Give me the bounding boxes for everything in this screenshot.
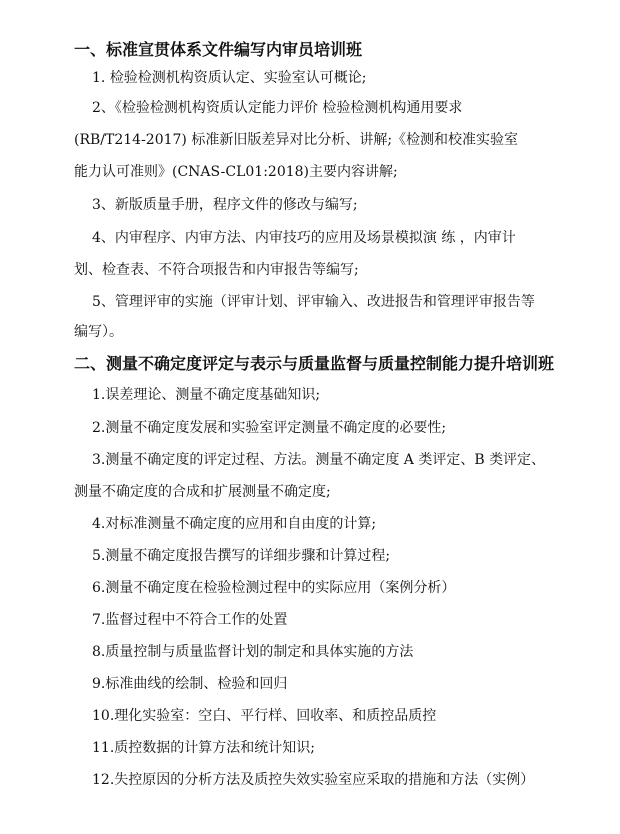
section2-item-6: 6.测量不确定度在检验检测过程中的实际应用（案例分析） bbox=[92, 580, 456, 596]
section1-item-1: 1. 检验检测机构资质认定、实验室认可概论; bbox=[92, 70, 367, 86]
section2-item-4: 4.对标准测量不确定度的应用和自由度的计算; bbox=[92, 516, 377, 532]
section1-item-2-cont-1: (RB/T214-2017) 标准新旧版差异对比分析、讲解;《检测和校准实验室 bbox=[74, 132, 519, 148]
section1-item-3: 3、新版质量手册，程序文件的修改与编写; bbox=[92, 197, 358, 213]
section2-item-8: 8.质量控制与质量监督计划的制定和具体实施的方法 bbox=[92, 644, 414, 660]
section1-item-5-cont: 编写）。 bbox=[74, 324, 123, 340]
section2-item-9: 9.标准曲线的绘制、检验和回归 bbox=[92, 676, 288, 692]
section2-item-11: 11.质控数据的计算方法和统计知识; bbox=[92, 740, 315, 756]
section2-item-10: 10.理化实验室：空白、平行样、回收率、和质控品质控 bbox=[92, 708, 437, 724]
section1-item-2-cont-2: 能力认可准则》(CNAS-CL01:2018)主要内容讲解; bbox=[74, 164, 398, 180]
section2-item-2: 2.测量不确定度发展和实验室评定测量不确定度的必要性; bbox=[92, 420, 447, 436]
section1-item-2: 2、《检验检测机构资质认定能力评价 检验检测机构通用要求 bbox=[92, 100, 463, 116]
section2-item-12: 12.失控原因的分析方法及质控失效实验室应采取的措施和方法（实例） bbox=[92, 772, 535, 788]
section2-item-3-cont: 测量不确定度的合成和扩展测量不确定度; bbox=[74, 484, 331, 500]
section2-heading: 二、测量不确定度评定与表示与质量监督与质量控制能力提升培训班 bbox=[74, 354, 555, 373]
section1-item-4-cont: 划、检查表、不符合项报告和内审报告等编写; bbox=[74, 262, 359, 278]
section2-item-3: 3.测量不确定度的评定过程、方法。测量不确定度 A 类评定、B 类评定、 bbox=[92, 452, 546, 468]
section2-item-1: 1.误差理论、测量不确定度基础知识; bbox=[92, 387, 321, 403]
section1-heading: 一、标准宣贯体系文件编写内审员培训班 bbox=[74, 40, 363, 59]
section1-item-4: 4、内审程序、内审方法、内审技巧的应用及场景模拟演 练 ，内审计 bbox=[92, 230, 516, 246]
section2-item-7: 7.监督过程中不符合工作的处置 bbox=[92, 612, 288, 628]
section2-item-5: 5.测量不确定度报告撰写的详细步骤和计算过程; bbox=[92, 548, 391, 564]
section1-item-5: 5、管理评审的实施（评审计划、评审输入、改进报告和管理评审报告等 bbox=[92, 294, 535, 310]
